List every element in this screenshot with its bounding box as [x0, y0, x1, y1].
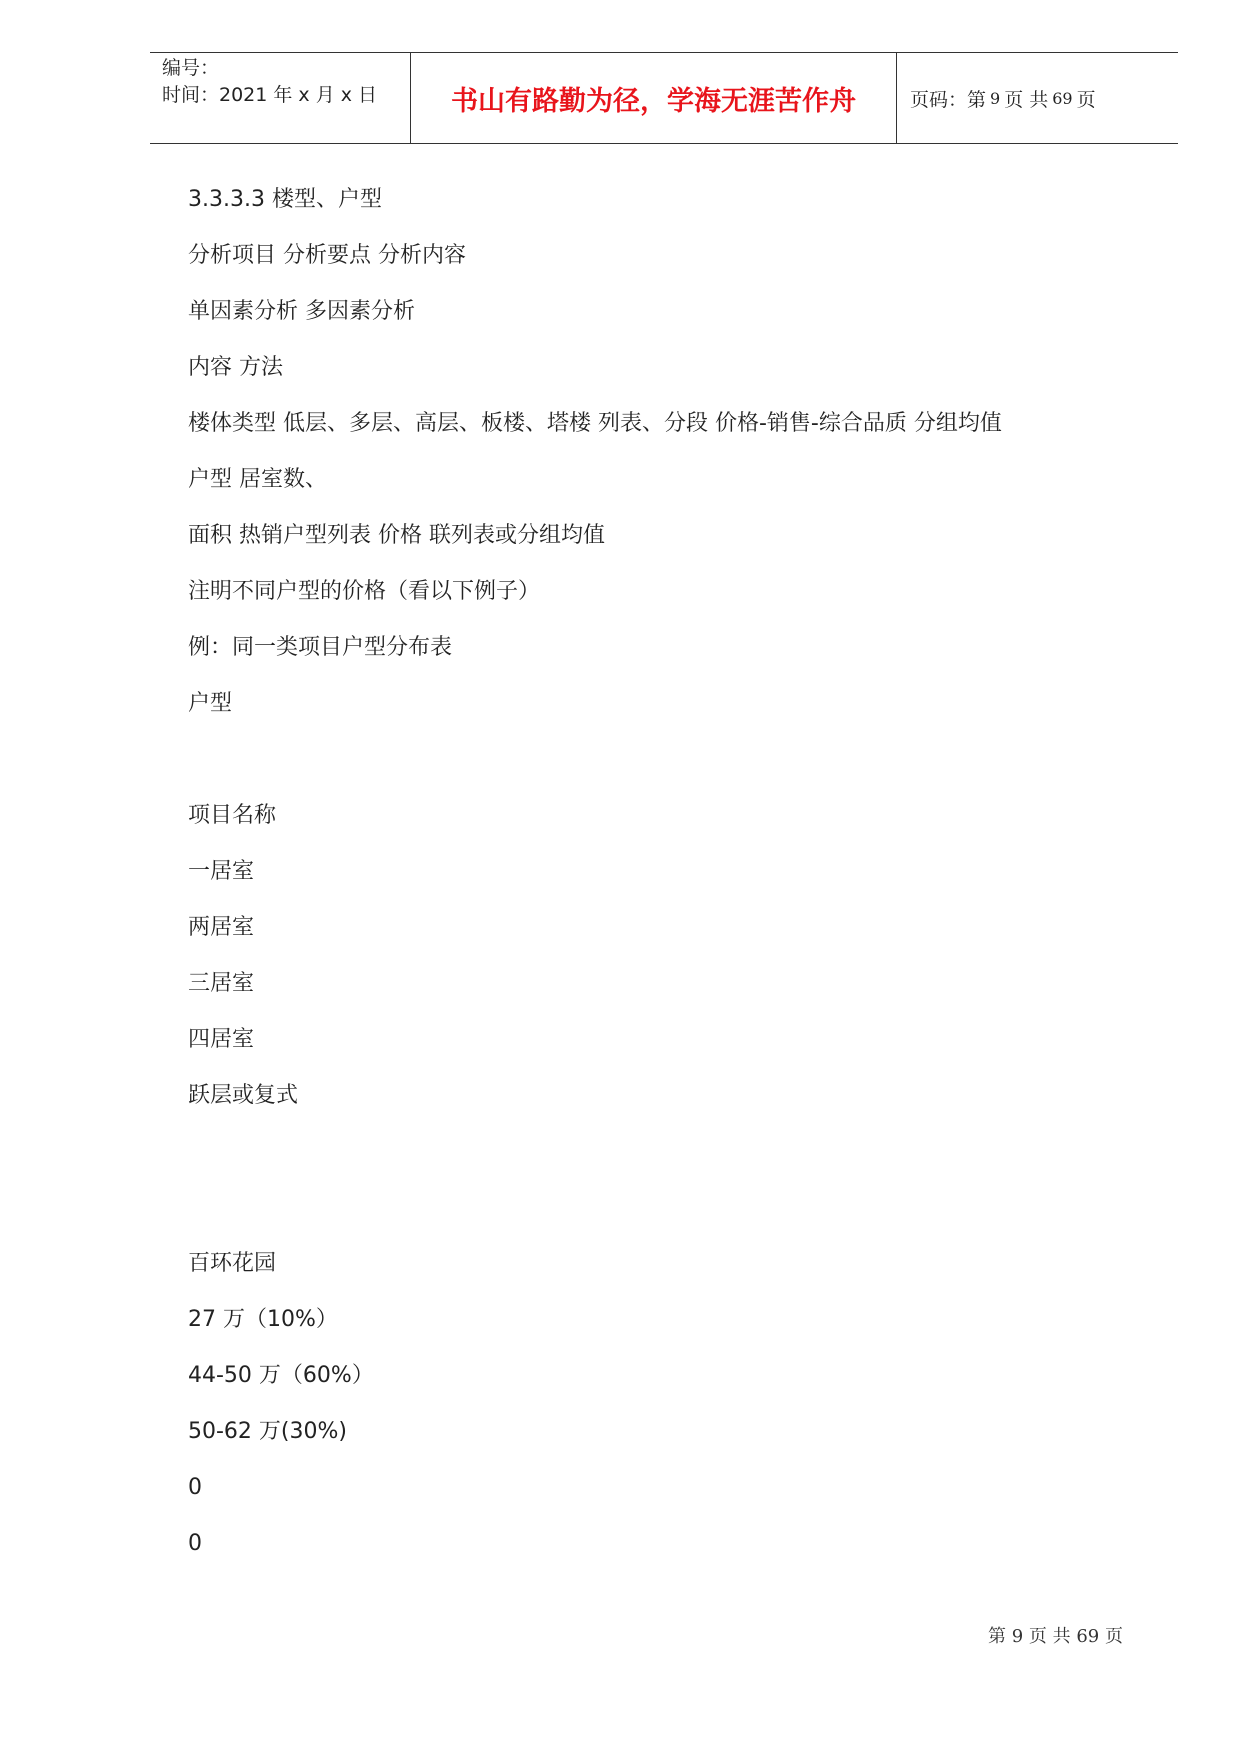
header-motto: 书山有路勤为径，学海无涯苦作舟 — [451, 85, 856, 117]
header-page-number — [910, 53, 1096, 143]
text-line: 内容 方法 — [188, 355, 283, 380]
text-line: 两居室 — [188, 915, 255, 940]
text-line: 户型 — [188, 691, 233, 716]
text-line: 四居室 — [188, 1027, 255, 1052]
text-line: 三居室 — [188, 971, 255, 996]
text-line: 项目名称 — [188, 803, 277, 828]
page-current: 9 — [990, 88, 1001, 108]
page-header — [150, 52, 1178, 144]
text-line: 44-50 万（60%） — [188, 1363, 374, 1388]
page-prefix: 页码：第 — [910, 88, 987, 111]
text-line: 0 — [188, 1531, 202, 1556]
text-line: 50-62 万(30%) — [188, 1419, 347, 1444]
page-footer: 第 9 页 共 69 页 — [988, 1626, 1123, 1647]
text-line: 注明不同户型的价格（看以下例子） — [188, 579, 541, 604]
text-line: 例：同一类项目户型分布表 — [188, 635, 453, 660]
text-line: 百环花园 — [188, 1251, 277, 1276]
header-divider — [896, 53, 897, 143]
text-line: 跃层或复式 — [188, 1083, 299, 1108]
text-line: 27 万（10%） — [188, 1307, 338, 1332]
page-suffix: 页 — [1076, 88, 1096, 111]
text-line: 单因素分析 多因素分析 — [188, 299, 415, 324]
text-line: 面积 热销户型列表 价格 联列表或分组均值 — [188, 523, 605, 548]
text-line: 一居室 — [188, 859, 255, 884]
section-heading: 3.3.3.3 楼型、户型 — [188, 187, 382, 212]
text-line: 分析项目 分析要点 分析内容 — [188, 243, 466, 268]
text-line: 0 — [188, 1475, 202, 1500]
document-time-label: 时间：2021 年 x 月 x 日 — [162, 84, 378, 106]
page-middle: 页 共 — [1004, 88, 1049, 111]
document-number-label: 编号： — [162, 57, 220, 79]
header-meta — [162, 55, 412, 109]
text-line: 楼体类型 低层、多层、高层、板楼、塔楼 列表、分段 价格-销售-综合品质 分组均值 — [188, 411, 1002, 436]
text-line: 户型 居室数、 — [188, 467, 327, 492]
page-total: 69 — [1052, 88, 1073, 108]
